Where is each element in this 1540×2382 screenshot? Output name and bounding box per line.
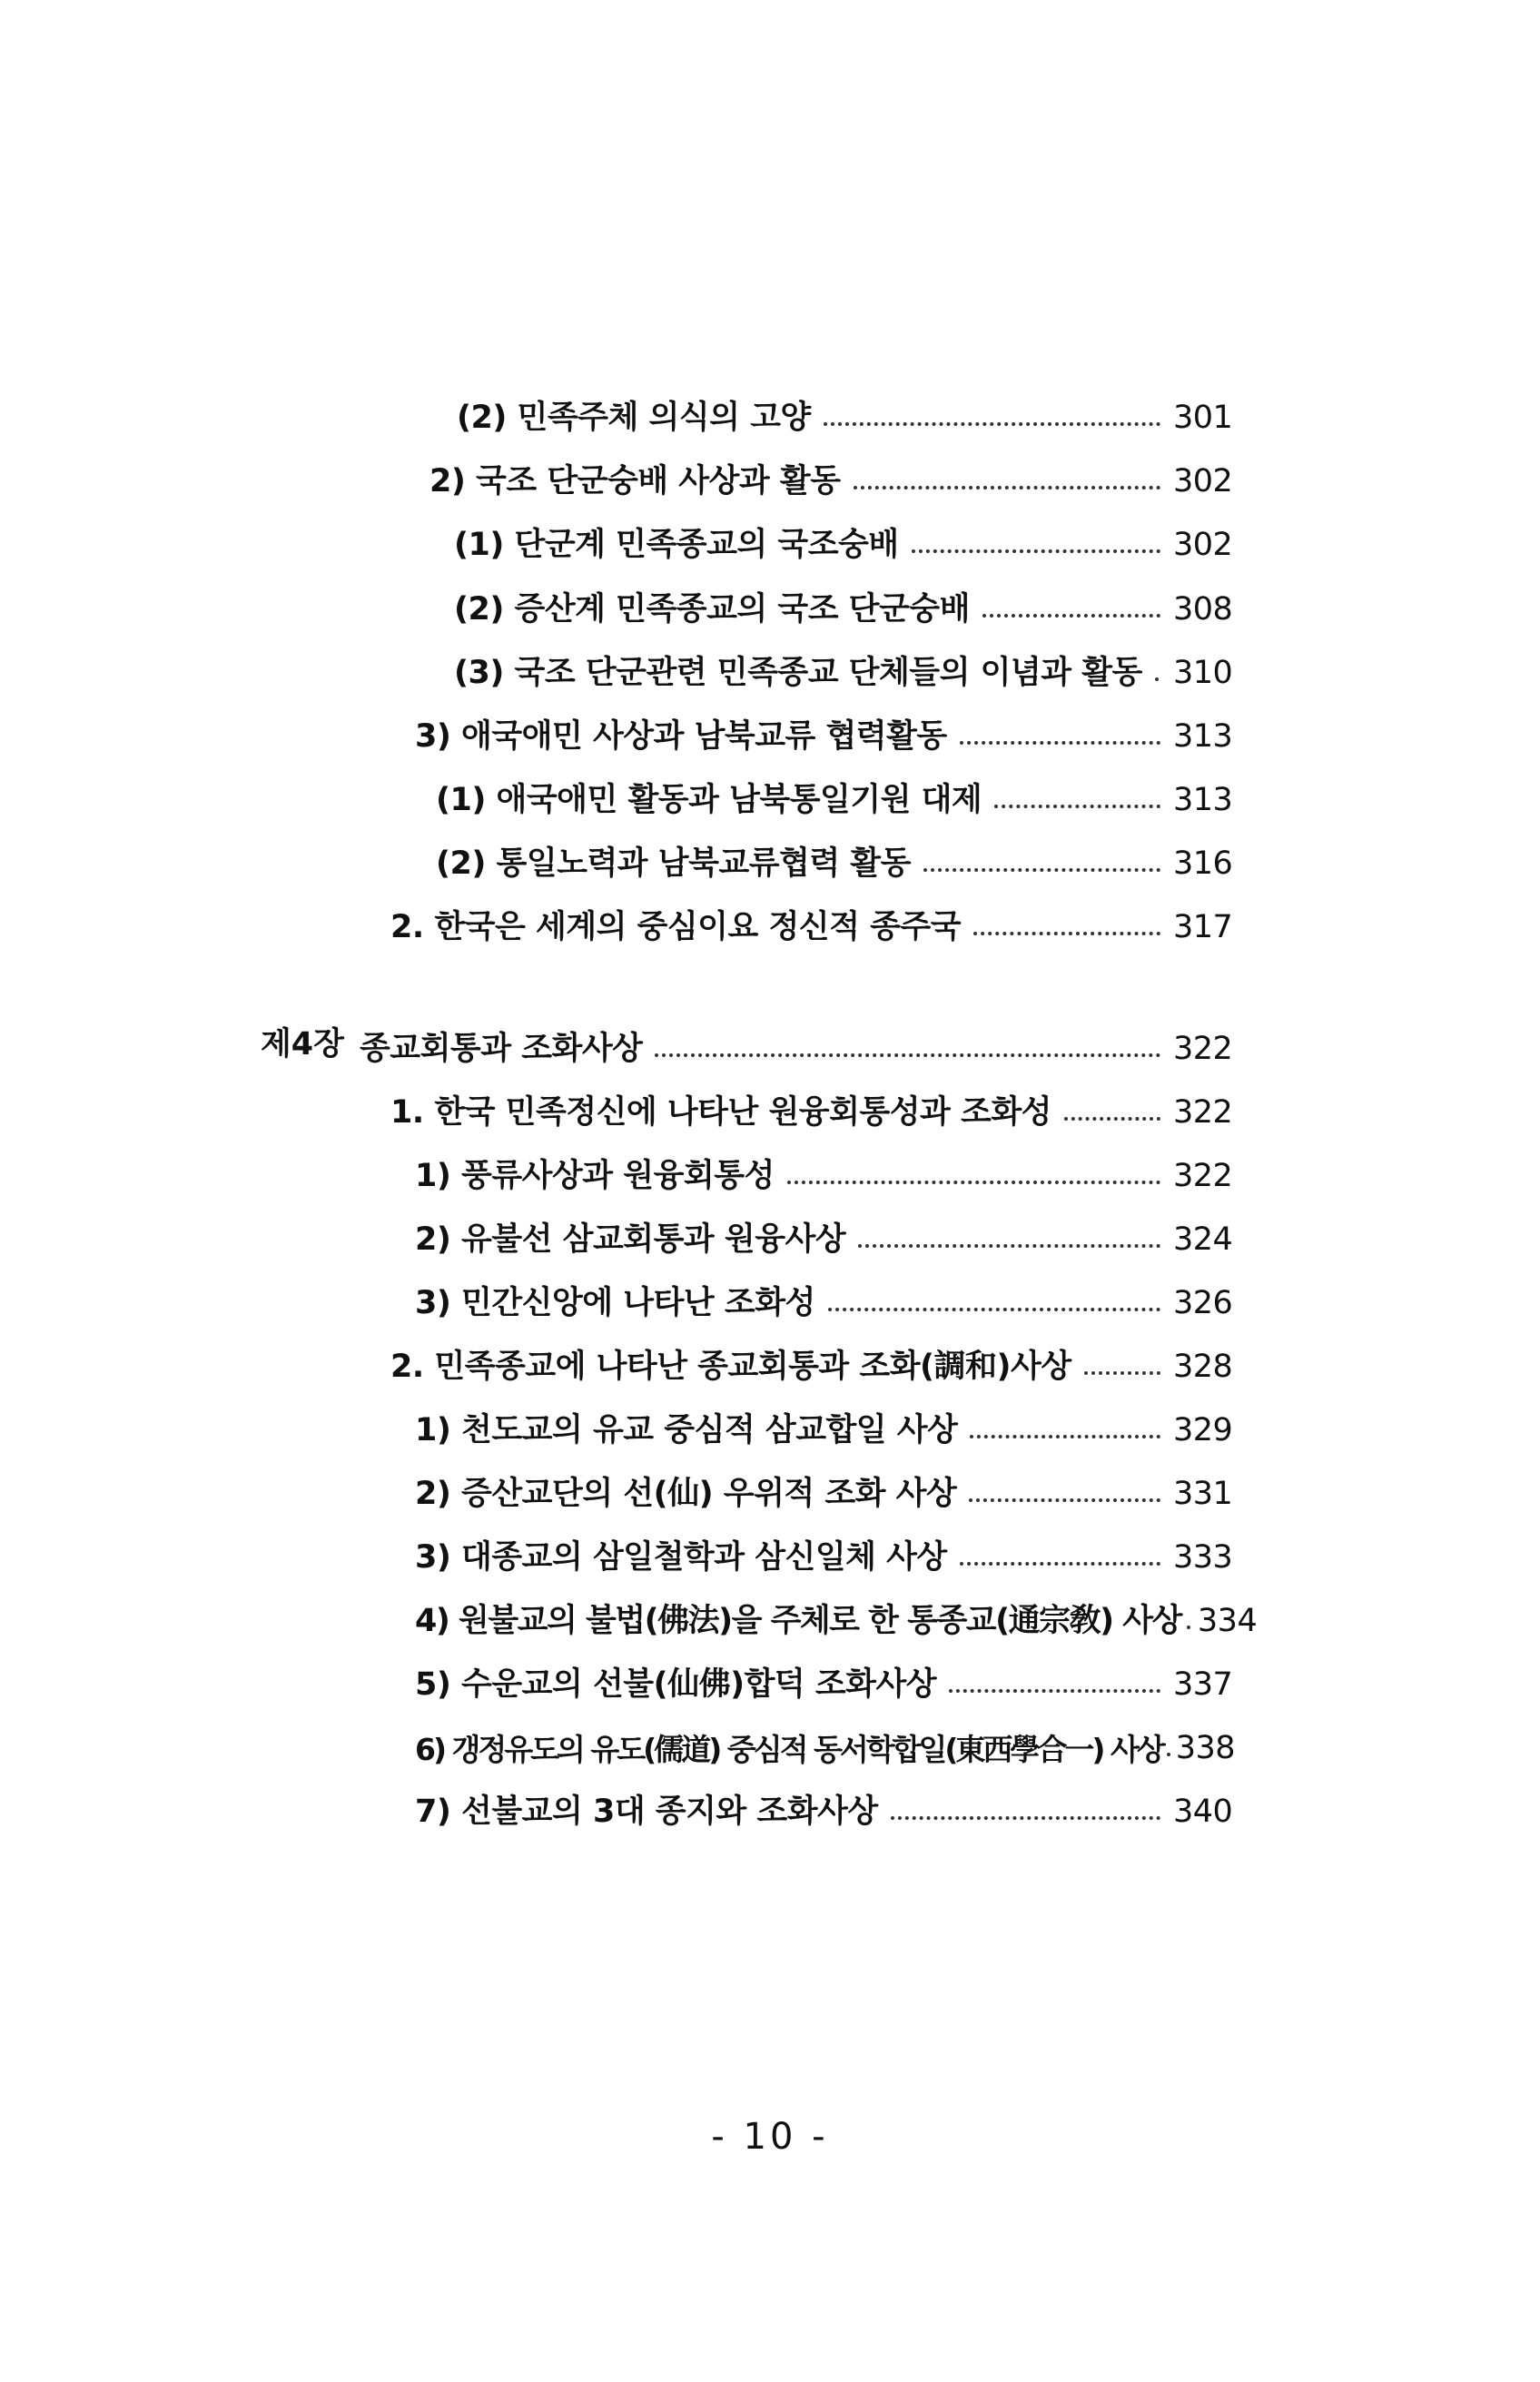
toc-entry-page: 310 [1173, 655, 1233, 691]
toc-entry-page: 338 [1175, 1730, 1236, 1766]
dot-leader [1084, 1371, 1160, 1375]
toc-entry [415, 1521, 1233, 1576]
chapter-label: 제4장 [261, 1026, 344, 1063]
dot-leader [824, 422, 1160, 426]
toc-entry-title: 3) 애국애민 사상과 남북교류 협력활동 [415, 718, 947, 755]
toc-entry-page: 329 [1173, 1412, 1233, 1448]
toc-entry-title: 2) 유불선 삼교회통과 원융사상 [415, 1221, 846, 1258]
toc-entry [415, 1267, 1233, 1321]
toc-entry-page: 322 [1173, 1158, 1233, 1194]
toc-entry-page: 302 [1173, 463, 1233, 499]
dot-leader [1064, 1117, 1160, 1121]
toc-entry-title: (2) 통일노력과 남북교류협력 활동 [436, 845, 911, 882]
dot-leader [655, 1053, 1160, 1057]
toc-entry [415, 1394, 1233, 1448]
toc-entry-page: 334 [1197, 1603, 1258, 1639]
dot-leader [982, 614, 1160, 618]
toc-entry-page: 316 [1173, 845, 1233, 882]
toc-entry-page: 317 [1173, 909, 1233, 945]
dot-leader [828, 1308, 1160, 1311]
toc-entry-page: 324 [1173, 1221, 1233, 1258]
toc-entry [390, 1076, 1233, 1131]
toc-entry-page: 326 [1173, 1285, 1233, 1321]
page-number: - 10 - [711, 2116, 829, 2158]
toc-entry-title: 3) 대종교의 삼일철학과 삼신일체 사상 [415, 1539, 947, 1576]
dot-leader [994, 805, 1160, 808]
toc-entry [429, 445, 1233, 499]
toc-entry [415, 700, 1233, 755]
toc-entry [415, 1648, 1233, 1703]
toc-entry-title: 3) 민간신앙에 나타난 조화성 [415, 1285, 815, 1321]
toc-entry-title: (1) 애국애민 활동과 남북통일기원 대제 [436, 782, 982, 818]
toc-entry [457, 381, 1233, 436]
toc-entry-title: 1) 풍류사상과 원융회통성 [415, 1158, 775, 1194]
toc-entry-page: 322 [1173, 1031, 1233, 1067]
toc-entry [390, 891, 1233, 945]
dot-leader [969, 1498, 1160, 1502]
toc-entry-title: (2) 증산계 민족종교의 국조 단군숭배 [454, 591, 970, 628]
toc-entry [436, 827, 1233, 882]
toc-entry [415, 1203, 1233, 1258]
toc-entry [454, 637, 1233, 691]
dot-leader [1155, 677, 1160, 681]
toc-entry-title: 2. 민족종교에 나타난 종교회통과 조화(調和)사상 [390, 1349, 1071, 1385]
dot-leader [960, 1562, 1160, 1566]
toc-entry-page: 333 [1173, 1539, 1233, 1576]
toc-entry [415, 1775, 1233, 1830]
toc-entry-title: 6) 갱정유도의 유도(儒道) 중심적 동서학합일(東西學合一) 사상 [415, 1732, 1163, 1767]
dot-leader [949, 1689, 1160, 1693]
toc-entry-page: 328 [1173, 1349, 1233, 1385]
dot-leader [960, 741, 1160, 745]
dot-leader [1187, 1626, 1192, 1629]
toc-entry-chapter [360, 1013, 1233, 1067]
toc-entry-title: 1. 한국 민족정신에 나타난 원융회통성과 조화성 [390, 1094, 1051, 1131]
toc-entry [390, 1330, 1233, 1385]
toc-entry [415, 1585, 1258, 1639]
toc-entry-title: (3) 국조 단군관련 민족종교 단체들의 이념과 활동 [454, 655, 1142, 691]
toc-entry-page: 340 [1173, 1794, 1233, 1830]
toc-entry-title: 1) 천도교의 유교 중심적 삼교합일 사상 [415, 1412, 958, 1448]
toc-entry-title: 2) 증산교단의 선(仙) 우위적 조화 사상 [415, 1476, 957, 1512]
dot-leader [923, 868, 1160, 872]
toc-entry-page: 313 [1173, 782, 1233, 818]
toc-entry-page: 302 [1173, 527, 1233, 563]
toc-entry [436, 764, 1233, 818]
toc-entry-title: 5) 수운교의 선불(仙佛)합덕 조화사상 [415, 1666, 937, 1703]
toc-entry-page: 313 [1173, 718, 1233, 755]
dot-leader [854, 486, 1160, 489]
toc-entry-page: 308 [1173, 591, 1233, 628]
toc-entry-title: (2) 민족주체 의식의 고양 [457, 400, 811, 436]
dot-leader [787, 1181, 1160, 1184]
dot-leader [1167, 1753, 1172, 1756]
toc-entry [415, 1712, 1236, 1767]
toc-entry-title: 종교회통과 조화사상 [360, 1031, 643, 1067]
toc-entry [415, 1458, 1233, 1512]
toc-entry [415, 1140, 1233, 1194]
toc-entry-page: 322 [1173, 1094, 1233, 1131]
toc-entry [454, 509, 1233, 563]
dot-leader [970, 1435, 1160, 1438]
dot-leader [912, 549, 1160, 553]
dot-leader [973, 932, 1160, 935]
dot-leader [891, 1816, 1160, 1820]
toc-entry-page: 331 [1173, 1476, 1233, 1512]
toc-entry-title: 2. 한국은 세계의 중심이요 정신적 종주국 [390, 909, 962, 945]
toc-entry [454, 573, 1233, 628]
dot-leader [858, 1244, 1160, 1248]
toc-entry-title: (1) 단군계 민족종교의 국조숭배 [454, 527, 899, 563]
toc-entry-title: 4) 원불교의 불법(佛法)을 주체로 한 통종교(通宗敎) 사상 [415, 1603, 1181, 1639]
toc-entry-title: 2) 국조 단군숭배 사상과 활동 [429, 463, 841, 499]
toc-entry-page: 337 [1173, 1666, 1233, 1703]
toc-entry-page: 301 [1173, 400, 1233, 436]
toc-entry-title: 7) 선불교의 3대 종지와 조화사상 [415, 1794, 878, 1830]
